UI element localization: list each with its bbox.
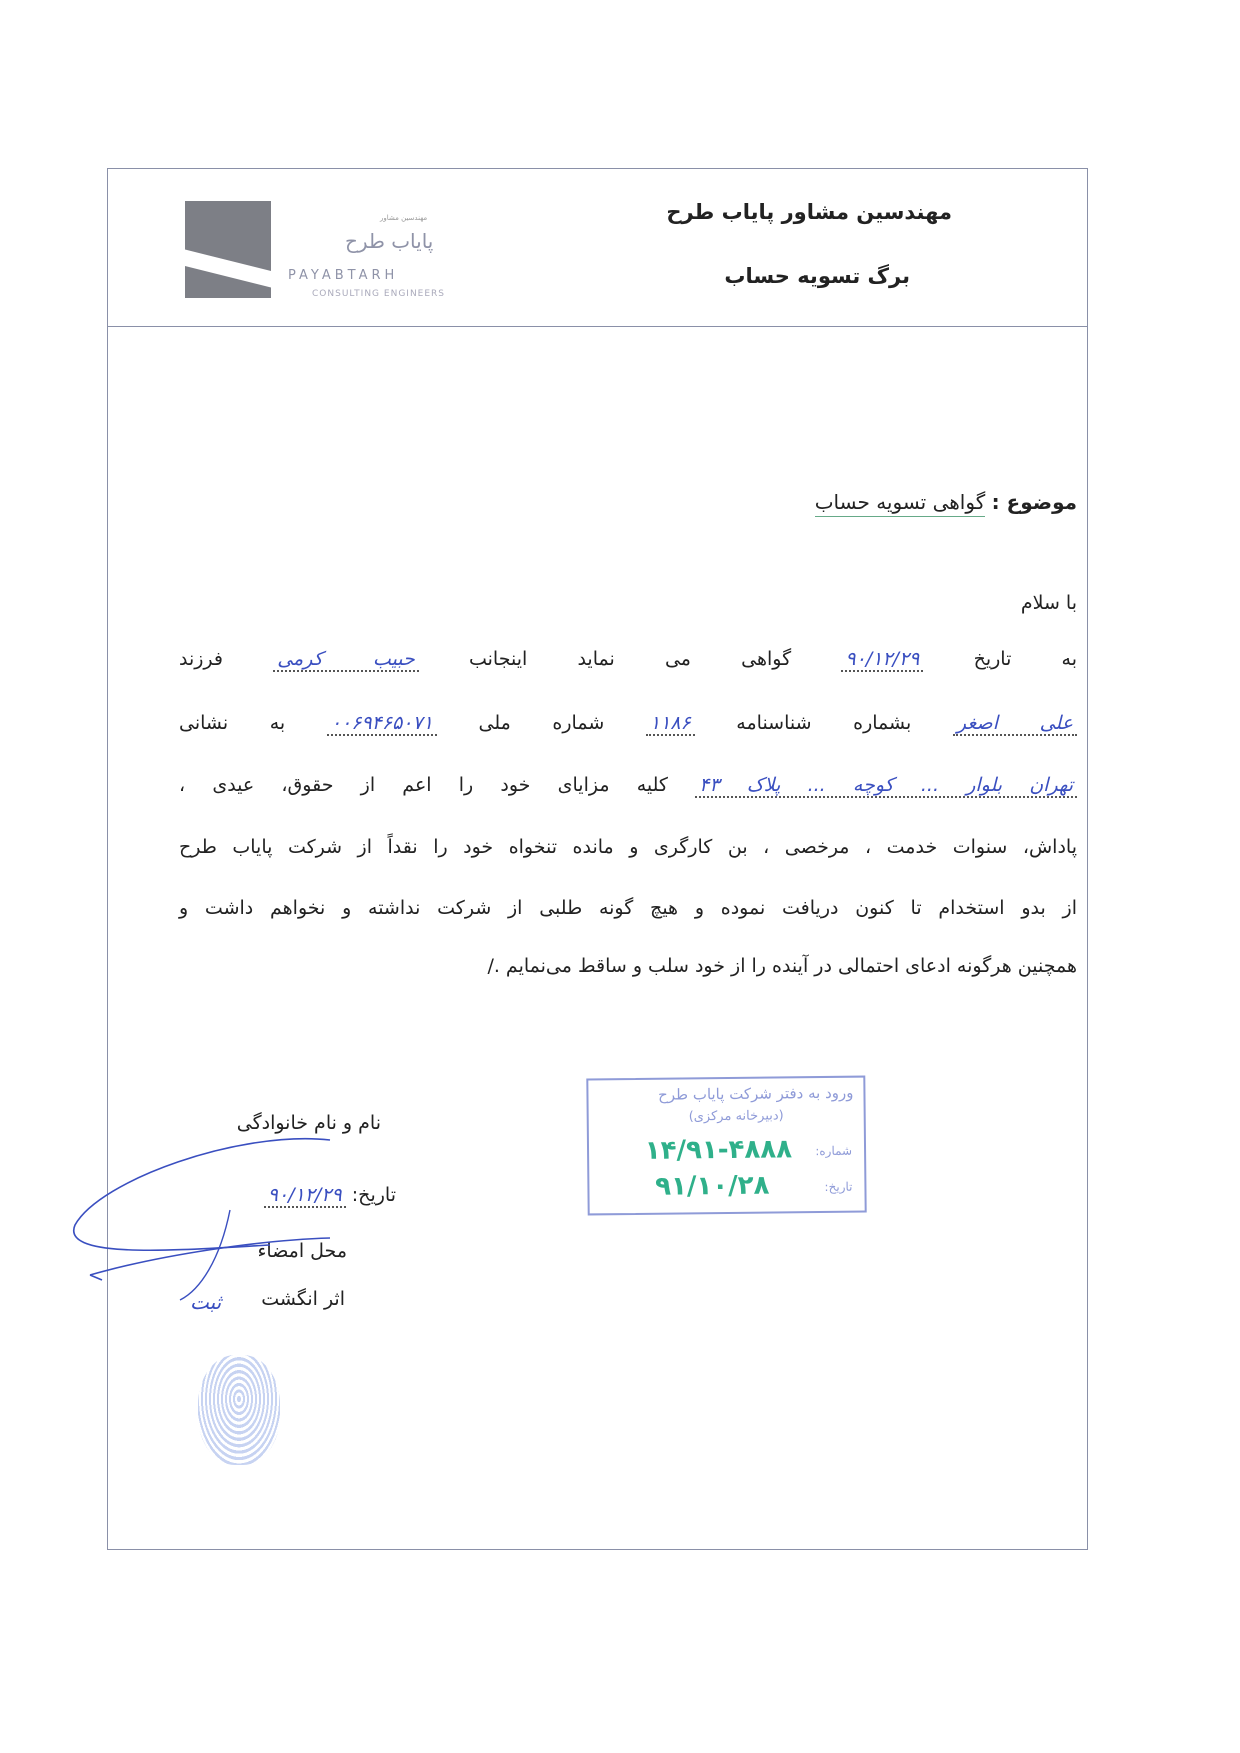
logo-text-small: مهندسین مشاور bbox=[380, 214, 428, 222]
logo-text-en-sub: CONSULTING ENGINEERS bbox=[312, 289, 446, 299]
stamp-number-label: شماره: bbox=[815, 1143, 853, 1159]
signature-place-label: محل امضاء bbox=[257, 1240, 347, 1262]
company-title: مهندسین مشاور پایاب طرح bbox=[666, 200, 952, 224]
body-line-3 bbox=[179, 774, 1077, 796]
body-line-6: همچنین هرگونه ادعای احتمالی در آینده را از خود سلب و ساقط می‌نمایم ./ bbox=[487, 955, 1077, 977]
logo-text-fa: پایاب طرح bbox=[345, 229, 434, 253]
body-line-1 bbox=[179, 648, 1077, 670]
handwritten-id-number: ۱۱۸۶ bbox=[646, 712, 695, 736]
salutation: با سلام bbox=[1020, 592, 1077, 614]
stamp-line-1: ورود به دفتر شرکت پایاب طرح bbox=[658, 1083, 854, 1104]
fingerprint bbox=[198, 1355, 280, 1465]
subject-value: گواهی تسویه حساب bbox=[815, 490, 986, 517]
name-label: نام و نام خانوادگی bbox=[236, 1112, 381, 1134]
registration-stamp bbox=[586, 1076, 866, 1216]
handwritten-name: حبیب کرمی bbox=[273, 648, 419, 672]
stamp-date-label: تاریخ: bbox=[824, 1179, 853, 1194]
handwritten-sign-date: ۹۰/۱۲/۲۹ bbox=[264, 1184, 346, 1208]
text: به تاریخ bbox=[973, 648, 1078, 670]
subject-line bbox=[815, 490, 1077, 514]
stamp-date: ۹۱/۱۰/۲۸ bbox=[655, 1170, 770, 1202]
text: به نشانی bbox=[179, 712, 286, 734]
stamp-number: ۱۴/۹۱-۴۸۸۸ bbox=[644, 1134, 793, 1166]
logo-text-en: PAYABTARH bbox=[288, 268, 399, 283]
text: شماره ملی bbox=[478, 712, 605, 734]
handwritten-signature: ثبت bbox=[190, 1290, 222, 1314]
stamp-line-2: (دبیرخانه مرکزی) bbox=[688, 1108, 784, 1125]
body-line-2 bbox=[179, 712, 1077, 734]
text: کلیه مزایای خود را اعم از حقوق، عیدی ، bbox=[179, 774, 668, 796]
form-title: برگ تسویه حساب bbox=[724, 264, 910, 288]
handwritten-date: ۹۰/۱۲/۲۹ bbox=[841, 648, 923, 672]
handwritten-father-name: علی اصغر bbox=[953, 712, 1077, 736]
text: بشماره شناسنامه bbox=[736, 712, 912, 734]
body-line-5: از بدو استخدام تا کنون دریافت نموده و هیچ گونه طلبی از شرکت نداشته و نخواهم داشت و bbox=[179, 897, 1077, 919]
handwritten-national-id: ۰۰۶۹۴۶۵۰۷۱ bbox=[327, 712, 437, 736]
handwritten-address: تهران بلوار ... کوچه ... پلاک ۴۳ bbox=[695, 774, 1077, 798]
company-logo bbox=[185, 201, 271, 298]
header-divider bbox=[107, 326, 1088, 327]
date-label: تاریخ: bbox=[351, 1184, 396, 1206]
subject-label: موضوع : bbox=[991, 490, 1077, 514]
logo-stripe bbox=[185, 248, 271, 290]
body-line-4: پاداش، سنوات خدمت ، مرخصی ، بن کارگری و مانده تنخواه خود را نقداً از شرکت پایاب طرح bbox=[179, 836, 1077, 858]
fingerprint-label: اثر انگشت bbox=[261, 1288, 345, 1310]
text: فرزند bbox=[179, 648, 224, 670]
text: گواهی می نماید اینجانب bbox=[468, 648, 792, 670]
